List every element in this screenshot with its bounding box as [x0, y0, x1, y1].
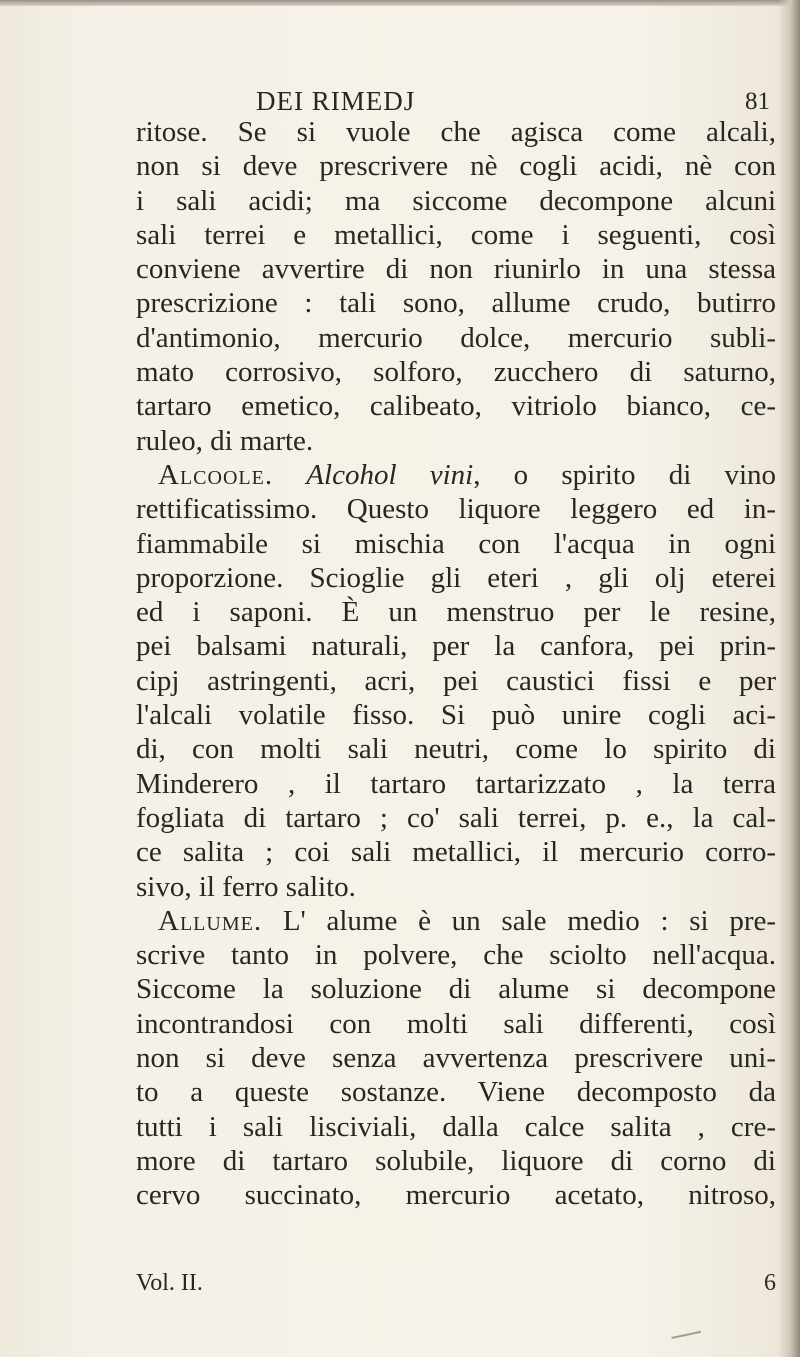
text-line: ritose. Se si vuole che agisca come alcali, [136, 116, 776, 148]
text-line: non si deve prescrivere nè cogli acidi, nè con [136, 150, 776, 183]
text-line: ce salita ; coi sali metallici, il mercurio corro- [136, 836, 776, 869]
ink-smudge [669, 1319, 701, 1339]
latin-term: Alcohol vini [306, 458, 474, 491]
text-line: tutti i sali lisciviali, dalla calce salita , cre- [136, 1110, 776, 1143]
text-line: d'antimonio, mercurio dolce, mercurio subli- [136, 321, 776, 354]
running-title: DEI RIMEDJ [256, 86, 416, 116]
entry-first-line [136, 904, 776, 938]
body-text [136, 115, 776, 1213]
entry-first-line-text: , o spirito di vino [473, 458, 777, 491]
text-line: cervo succinato, mercurio acetato, nitroso, [136, 1179, 776, 1212]
text-line: scrive tanto in polvere, che sciolto nell'acqua. [136, 939, 776, 972]
text-line: l'alcali volatile fisso. Si può unire cogli aci- [136, 699, 776, 732]
page-number: 81 [745, 88, 770, 115]
text-line: i sali acidi; ma siccome decompone alcuni [136, 184, 776, 217]
entry-first-line-text: L' alume è un sale medio : si pre- [282, 904, 776, 937]
text-line: incontrandosi con molti sali differenti, così [136, 1007, 776, 1040]
text-line: Siccome la soluzione di alume si decompone [136, 973, 776, 1006]
text-line: cipj astringenti, acri, pei caustici fissi e per [136, 664, 776, 697]
text-line: ed i saponi. È un menstruo per le resine, [136, 596, 776, 629]
text-line: proporzione. Scioglie gli eteri , gli olj eterei [136, 561, 776, 594]
text-line: di, con molti sali neutri, come lo spirito di [136, 733, 776, 766]
entry-heading-allume: Allume. [158, 904, 263, 937]
text-line: prescrizione : tali sono, allume crudo, butirro [136, 287, 776, 320]
text-line: non si deve senza avvertenza prescrivere uni- [136, 1042, 776, 1075]
text-line: rettificatissimo. Questo liquore leggero ed in- [136, 493, 776, 526]
text-line: mato corrosivo, solforo, zucchero di saturno, [136, 356, 776, 389]
top-edge-shadow [0, 0, 800, 6]
volume-label: Vol. II. [136, 1270, 203, 1296]
text-line: sali terrei e metallici, come i seguenti, così [136, 218, 776, 251]
text-line: more di tartaro solubile, liquore di corno di [136, 1144, 776, 1177]
entry-first-line [136, 458, 776, 492]
text-line: sivo, il ferro salito. [136, 870, 356, 903]
text-line: fogliata di tartaro ; co' sali terrei, p. e., la cal- [136, 801, 776, 834]
signature-mark: 6 [764, 1270, 776, 1296]
text-line: tartaro emetico, calibeato, vitriolo bianco, ce- [136, 390, 776, 423]
text-line: ruleo, di marte. [136, 424, 314, 457]
text-line: conviene avvertire di non riunirlo in una stessa [136, 253, 776, 286]
entry-heading-alcoole: Alcoole. [158, 458, 274, 491]
text-line: fiammabile si mischia con l'acqua in ogni [136, 527, 776, 560]
page-footer [136, 1270, 776, 1304]
text-line: pei balsami naturali, per la canfora, pei prin- [136, 630, 776, 663]
text-line: Minderero , il tartaro tartarizzato , la terra [136, 767, 776, 800]
text-line: to a queste sostanze. Viene decomposto da [136, 1076, 776, 1109]
page-gutter-shadow [778, 0, 800, 1357]
